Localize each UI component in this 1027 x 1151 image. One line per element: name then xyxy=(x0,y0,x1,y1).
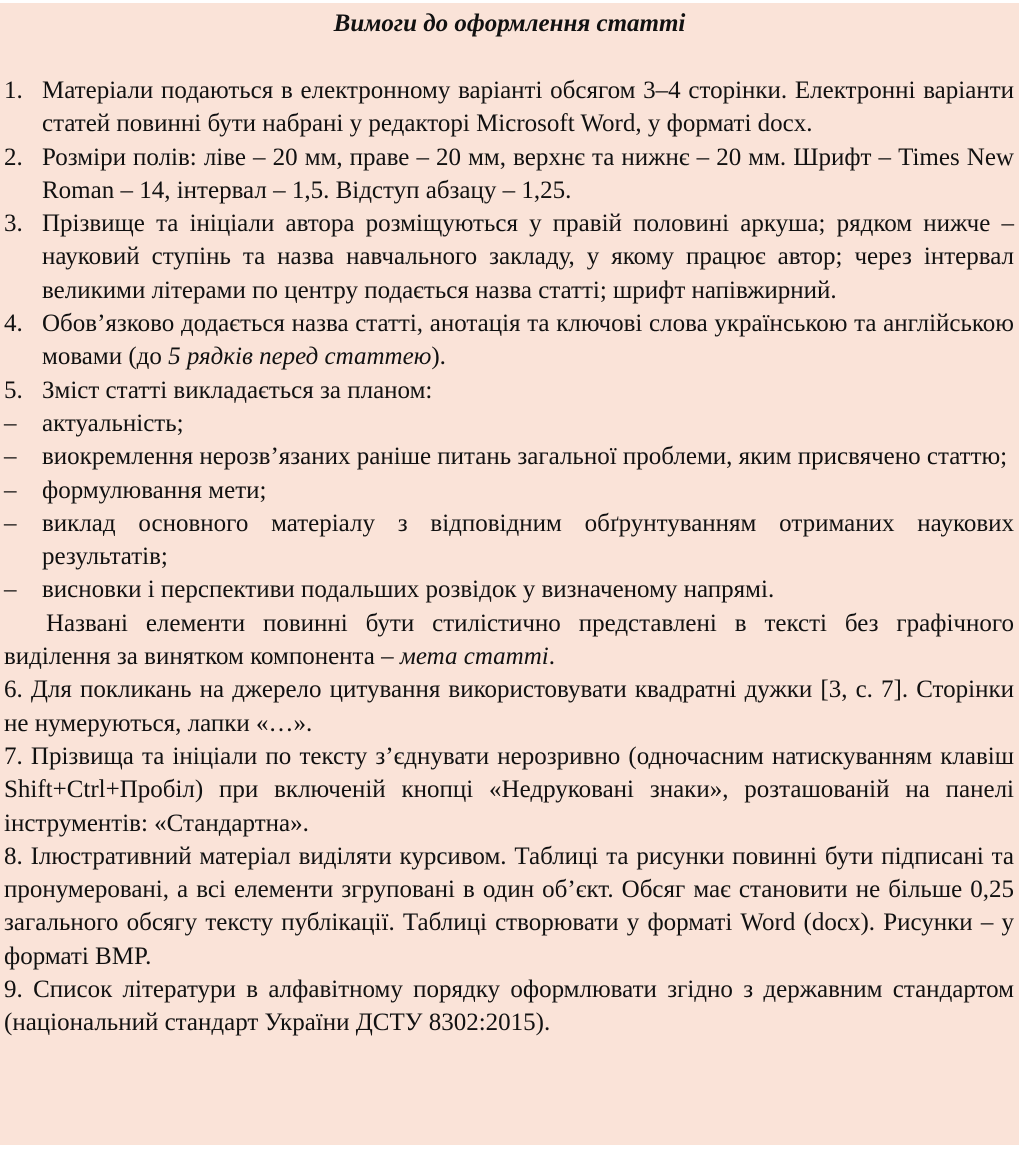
plan-item xyxy=(4,573,1014,606)
title-spacer xyxy=(0,38,1019,74)
list-item-4 xyxy=(4,307,1014,374)
list-number: 1. xyxy=(4,77,23,104)
plan-item xyxy=(4,507,1014,574)
list-item-3 xyxy=(4,207,1014,307)
document-page xyxy=(0,3,1019,1145)
plan-item xyxy=(4,474,1014,507)
list-item-9: 9. Список літератури в алфавітному порядку оформлювати згідно з державним стандартом (національний стандарт України ДСТУ 8302:2015). xyxy=(4,976,1014,1037)
document-title: Вимоги до оформлення статті xyxy=(333,10,686,37)
plan-item-text: виклад основного матеріалу з відповідним обґрунтуванням отриманих наукових результатів; xyxy=(42,509,1014,571)
plan-item-text: виокремлення нерозв’язаних раніше питань загальної проблеми, яким присвячено статтю; xyxy=(42,443,1008,471)
list-item-1 xyxy=(4,74,1014,141)
plan-item xyxy=(4,407,1014,440)
text-run: . xyxy=(548,643,555,671)
plan-item-text: висновки і перспективи подальших розвідок у визначеному напрямі. xyxy=(42,576,775,604)
list-item-5 xyxy=(4,374,1014,407)
list-item-text xyxy=(42,307,1014,374)
note-paragraph xyxy=(4,607,1014,674)
plan-item xyxy=(4,440,1014,473)
list-item-text: Розміри полів: ліве – 20 мм, праве – 20 мм, верхнє та нижнє – 20 мм. Шрифт – Times New Roman – 14, інтервал – 1,5. Відступ абзацу – 1,25. xyxy=(42,143,1014,204)
list-item-text: Зміст статті викладається за планом: xyxy=(42,376,433,404)
text-run: Названі елементи повинні бути стилістично представлені в тексті без графічного виділення за винятком компонента – xyxy=(4,609,1014,671)
text-run: Обов’язково додається назва статті, анотація та ключові слова українською та англійською мовами (до xyxy=(42,310,1014,371)
plan-item-text: формулювання мети; xyxy=(42,476,267,504)
list-number: 2. xyxy=(4,143,23,171)
dash-bullet: – xyxy=(4,509,17,537)
list-number: 5. xyxy=(4,376,23,404)
list-item-text: Матеріали подаються в електронному варіанті обсягом 3–4 сторінки. Електронні варіанти статей повинні бути набрані у редакторі Microsoft Word, у форматі docx. xyxy=(42,77,1014,138)
list-item-8: 8. Ілюстративний матеріал виділяти курсивом. Таблиці та рисунки повинні бути підписані та пронумеровані, а всі елементи згруповані в один об’єкт. Обсяг має становити не більше 0,25 загального обсягу тексту публікації. Таблиці створювати у форматі Word (docx). Рисунки – у форматі BMP. xyxy=(4,842,1014,970)
document-body xyxy=(0,74,1019,1040)
italic-text-run: 5 рядків перед статтею xyxy=(168,343,432,371)
dash-bullet: – xyxy=(4,576,17,604)
list-item-2 xyxy=(4,141,1014,208)
list-item-7: 7. Прізвища та ініціали по тексту з’єднувати нерозривно (одночасним натискуванням клавіш Shift+Ctrl+Пробіл) при включеній кнопці «Недруковані знаки», розташованій на панелі інструментів: «Стандартна». xyxy=(4,742,1014,837)
list-number: 3. xyxy=(4,210,23,238)
dash-bullet: – xyxy=(4,476,17,504)
dash-bullet: – xyxy=(4,443,17,471)
list-item-text: Прізвище та ініціали автора розміщуються у правій половині аркуша; рядком нижче – науковий ступінь та назва навчального закладу, у якому працює автор; через інтервал великими літерами по центру подається назва статті; шрифт напівжирний. xyxy=(42,210,1014,304)
italic-text-run: мета статті xyxy=(399,643,549,671)
list-number: 4. xyxy=(4,310,23,338)
plan-item-text: актуальність; xyxy=(42,409,184,437)
text-run: ). xyxy=(431,343,446,371)
dash-bullet: – xyxy=(4,409,17,437)
list-item-6: 6. Для покликань на джерело цитування використовувати квадратні дужки [3, с. 7]. Сторінки не нумеруються, лапки «…». xyxy=(4,676,1014,737)
